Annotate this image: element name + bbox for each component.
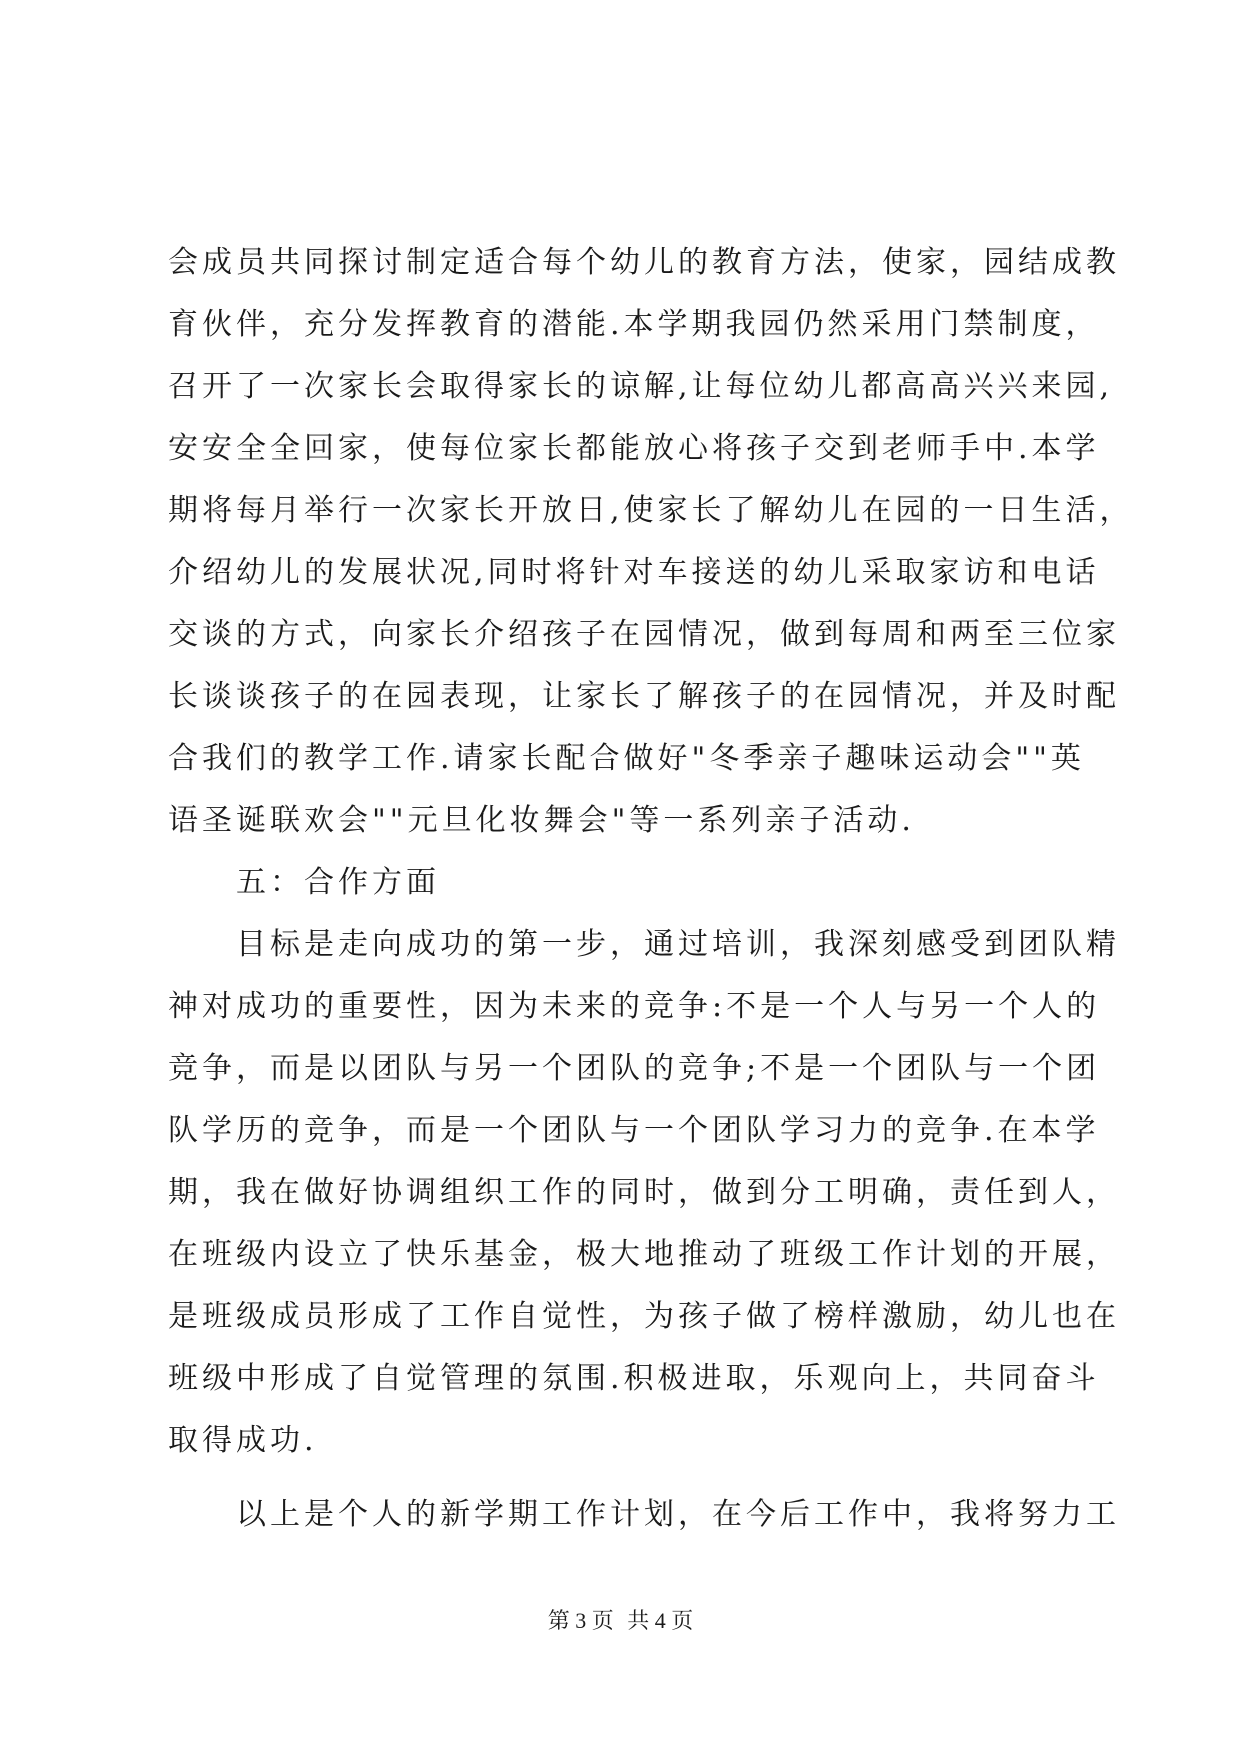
text-line: 在班级内设立了快乐基金，极大地推动了班级工作计划的开展， bbox=[168, 1237, 1120, 1272]
text-line: 以上是个人的新学期工作计划，在今后工作中，我将努力工 bbox=[236, 1497, 1120, 1532]
text-line: 交谈的方式，向家长介绍孩子在园情况，做到每周和两至三位家 bbox=[168, 617, 1120, 652]
text-line: 期，我在做好协调组织工作的同时，做到分工明确，责任到人， bbox=[168, 1175, 1120, 1210]
text-line: 取得成功. bbox=[168, 1423, 318, 1458]
text-line: 合我们的教学工作.请家长配合做好"冬季亲子趣味运动会""英 bbox=[168, 741, 1085, 776]
text-line: 队学历的竞争，而是一个团队与一个团队学习力的竞争.在本学 bbox=[168, 1113, 1100, 1148]
text-line: 神对成功的重要性，因为未来的竞争:不是一个人与另一个人的 bbox=[168, 989, 1101, 1024]
text-line: 召开了一次家长会取得家长的谅解,让每位幼儿都高高兴兴来园, bbox=[168, 369, 1114, 404]
document-body bbox=[168, 232, 1134, 1546]
text-line: 是班级成员形成了工作自觉性，为孩子做了榜样激励，幼儿也在 bbox=[168, 1299, 1120, 1334]
text-line: 语圣诞联欢会""元旦化妆舞会"等一系列亲子活动. bbox=[168, 803, 915, 838]
text-line: 竞争，而是以团队与另一个团队的竞争;不是一个团队与一个团 bbox=[168, 1051, 1101, 1086]
text-line: 育伙伴，充分发挥教育的潜能.本学期我园仍然采用门禁制度， bbox=[168, 307, 1100, 342]
page-total: 共 4 页 bbox=[627, 1608, 694, 1633]
page-footer bbox=[0, 1604, 1241, 1635]
text-line: 介绍幼儿的发展状况,同时将针对车接送的幼儿采取家访和电话 bbox=[168, 555, 1100, 590]
section-heading: 五：合作方面 bbox=[236, 865, 440, 900]
page-number: 第 3 页 bbox=[547, 1608, 614, 1633]
text-line: 安安全全回家，使每位家长都能放心将孩子交到老师手中.本学 bbox=[168, 431, 1100, 466]
text-line: 班级中形成了自觉管理的氛围.积极进取，乐观向上，共同奋斗 bbox=[168, 1361, 1100, 1396]
text-line: 目标是走向成功的第一步，通过培训，我深刻感受到团队精 bbox=[236, 927, 1120, 962]
text-line: 长谈谈孩子的在园表现，让家长了解孩子的在园情况，并及时配 bbox=[168, 679, 1120, 714]
text-line: 会成员共同探讨制定适合每个幼儿的教育方法，使家，园结成教 bbox=[168, 245, 1120, 280]
text-line: 期将每月举行一次家长开放日,使家长了解幼儿在园的一日生活， bbox=[168, 493, 1134, 528]
